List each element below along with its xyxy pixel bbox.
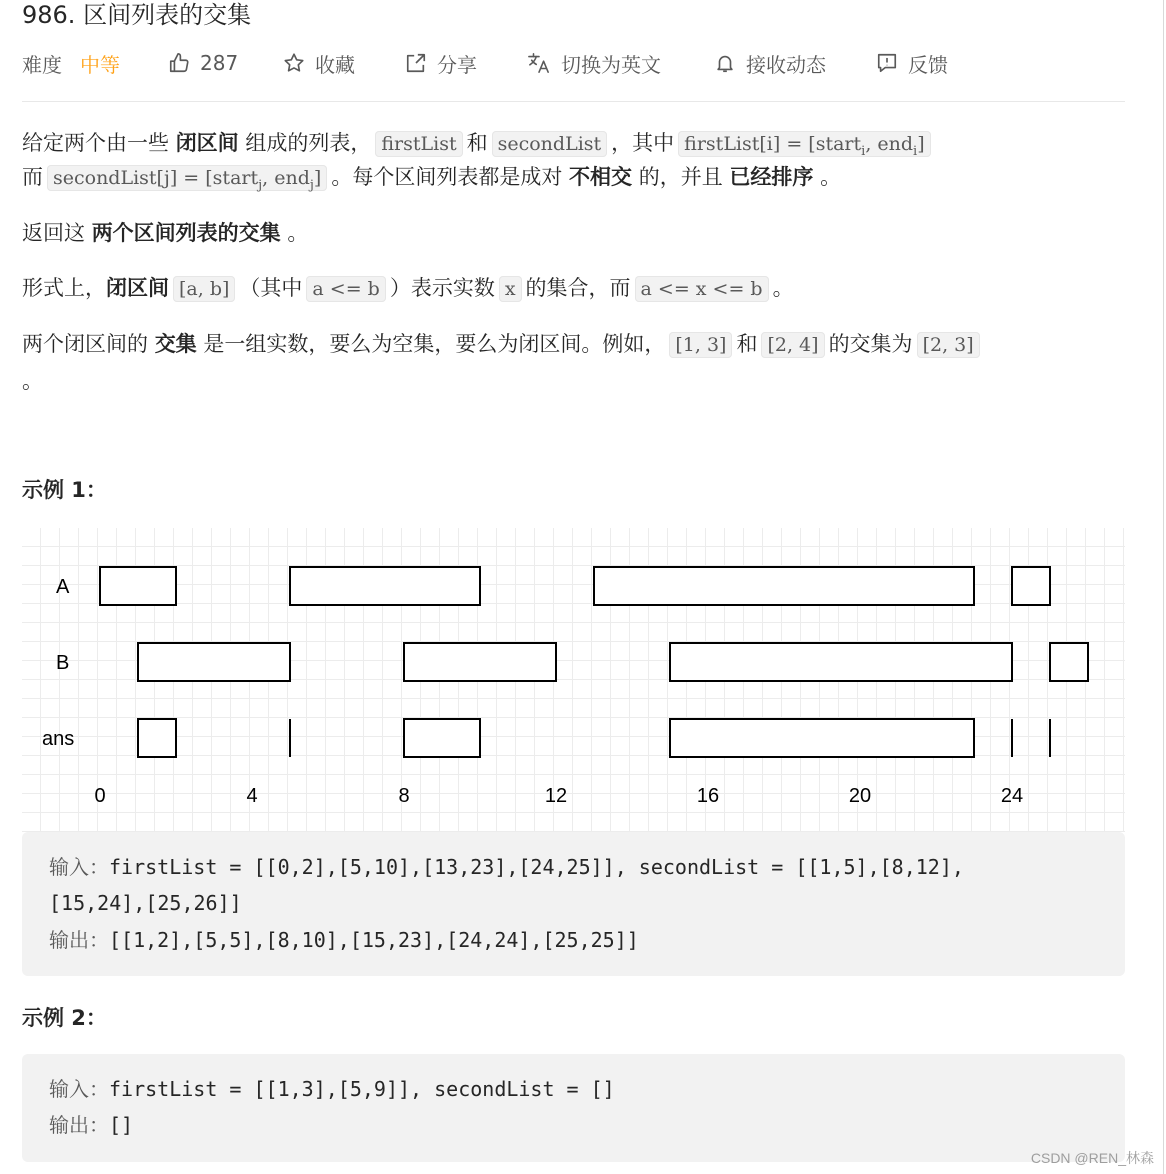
bell-icon xyxy=(714,52,736,74)
bold-text: 已经排序 xyxy=(729,165,814,189)
translate-label: 切换为英文 xyxy=(561,52,661,77)
star-icon xyxy=(283,52,305,74)
example1-heading: 示例 1： xyxy=(22,478,107,502)
interval-bar xyxy=(1050,643,1088,681)
subscribe-button[interactable] xyxy=(714,46,826,80)
text: 和 xyxy=(736,332,758,356)
thumbs-up-icon xyxy=(168,52,190,74)
interval-bar xyxy=(670,719,974,757)
inline-code: [2, 3] xyxy=(917,332,980,358)
example2-code xyxy=(22,1054,1125,1162)
text: 形式上， xyxy=(22,276,106,300)
inline-code: secondList xyxy=(492,131,608,157)
inline-code: firstList xyxy=(375,131,462,157)
favorite-button[interactable] xyxy=(283,46,355,80)
code-text: ] xyxy=(313,167,322,189)
share-label: 分享 xyxy=(437,52,477,77)
text: 和 xyxy=(466,131,488,155)
input-value: firstList = [[0,2],[5,10],[13,23],[24,25]], secondList = [[1,5],[8,12], xyxy=(109,855,964,879)
input-value: firstList = [[1,3],[5,9]], secondList = [] xyxy=(109,1077,615,1101)
row-label-A: A xyxy=(56,576,70,598)
x-tick-label: 24 xyxy=(1000,785,1024,807)
interval-bar xyxy=(404,719,480,757)
divider xyxy=(22,101,1125,102)
description-p6: 。 xyxy=(22,369,43,393)
share-icon xyxy=(405,52,427,74)
subscript: i xyxy=(913,143,918,159)
description-p4 xyxy=(22,271,794,306)
inline-code: a <= x <= b xyxy=(635,276,769,302)
toolbar xyxy=(22,46,1122,80)
code-text: secondList[j] = [start xyxy=(53,167,259,189)
text: 。 xyxy=(772,276,794,300)
text: ）表示实数 xyxy=(389,276,495,300)
feedback-icon xyxy=(876,52,898,74)
example1-code xyxy=(22,832,1125,976)
bold-text: 闭区间 xyxy=(106,276,169,300)
text: 组成的列表， xyxy=(238,131,372,155)
output-value: [[1,2],[5,5],[8,10],[15,23],[24,24],[25,25]] xyxy=(109,928,639,952)
example1-input-cont xyxy=(49,888,242,918)
description-p2 xyxy=(22,160,841,203)
watermark: CSDN @REN_林森 xyxy=(1030,1150,1154,1166)
example2-output xyxy=(49,1110,133,1140)
feedback-label: 反馈 xyxy=(908,52,948,77)
description-p3 xyxy=(22,216,308,250)
code-text: , end xyxy=(262,167,310,189)
code-text: , end xyxy=(865,133,914,155)
example2-input xyxy=(49,1074,615,1104)
code-text: ] xyxy=(917,133,925,155)
output-label: 输出： xyxy=(49,1113,109,1137)
subscript: j xyxy=(309,177,314,193)
inline-code xyxy=(47,165,327,191)
x-tick-label: 8 xyxy=(398,785,410,807)
text: 。 xyxy=(280,221,309,245)
bold-text: 两个区间列表的交集 xyxy=(91,221,281,245)
x-tick-label: 12 xyxy=(544,785,568,807)
text: 是一组实数，要么为空集，要么为闭区间。例如， xyxy=(196,332,666,356)
translate-icon xyxy=(527,52,551,74)
text: 的集合，而 xyxy=(525,276,631,300)
interval-chart xyxy=(22,528,1125,832)
description-p5 xyxy=(22,327,984,362)
interval-bar xyxy=(290,567,480,605)
example2-heading: 示例 2： xyxy=(22,1006,107,1030)
input-label: 输入： xyxy=(49,855,109,879)
row-label-B: B xyxy=(56,652,70,674)
x-tick-label: 20 xyxy=(848,785,872,807)
subscribe-label: 接收动态 xyxy=(746,52,826,77)
text: （其中 xyxy=(239,276,303,300)
inline-code: a <= b xyxy=(306,276,385,302)
x-tick-label: 16 xyxy=(696,785,720,807)
input-value: [15,24],[25,26]] xyxy=(49,891,242,915)
text: 而 xyxy=(22,165,43,189)
interval-bar xyxy=(594,567,974,605)
output-label: 输出： xyxy=(49,928,109,952)
difficulty-label: 难度 xyxy=(22,52,62,77)
text: 。每个区间列表都是成对 xyxy=(331,165,570,189)
x-tick-label: 4 xyxy=(246,785,258,807)
interval-bar xyxy=(670,643,1012,681)
like-count: 287 xyxy=(200,51,239,75)
bold-text: 交集 xyxy=(154,332,197,356)
like-button[interactable] xyxy=(168,46,238,80)
inline-code: [a, b] xyxy=(173,276,235,302)
difficulty-value: 中等 xyxy=(80,52,120,77)
interval-bar xyxy=(138,643,290,681)
inline-code: [2, 4] xyxy=(761,332,824,358)
interval-bar xyxy=(1012,567,1050,605)
example1-input xyxy=(49,852,964,882)
interval-bar xyxy=(138,719,176,757)
text: 两个闭区间的 xyxy=(22,332,155,356)
text: 的，并且 xyxy=(632,165,730,189)
example1-output xyxy=(49,925,639,955)
difficulty xyxy=(22,46,120,80)
text: 给定两个由一些 xyxy=(22,131,176,155)
input-label: 输入： xyxy=(49,1077,109,1101)
scroll-edge xyxy=(1163,0,1164,1174)
interval-diagram xyxy=(22,528,1125,832)
bold-text: 闭区间 xyxy=(175,131,239,155)
translate-button[interactable] xyxy=(527,46,661,80)
inline-code: [1, 3] xyxy=(669,332,732,358)
code-text: firstList[i] = [start xyxy=(684,133,862,155)
inline-code: x xyxy=(499,276,522,302)
output-value: [] xyxy=(109,1113,134,1137)
problem-title: 986. 区间列表的交集 xyxy=(22,1,252,29)
feedback-button[interactable] xyxy=(876,46,948,80)
inline-code xyxy=(678,131,930,157)
text: 的交集为 xyxy=(828,332,913,356)
interval-bar xyxy=(404,643,556,681)
text: 返回这 xyxy=(22,221,92,245)
favorite-label: 收藏 xyxy=(315,52,355,77)
text: ，其中 xyxy=(611,131,675,155)
share-button[interactable] xyxy=(405,46,477,80)
text: 。 xyxy=(813,165,842,189)
subscript: i xyxy=(861,143,866,159)
bold-text: 不相交 xyxy=(569,165,633,189)
row-label-ans: ans xyxy=(42,728,75,750)
interval-bar xyxy=(100,567,176,605)
x-tick-label: 0 xyxy=(94,785,106,807)
subscript: j xyxy=(258,177,263,193)
